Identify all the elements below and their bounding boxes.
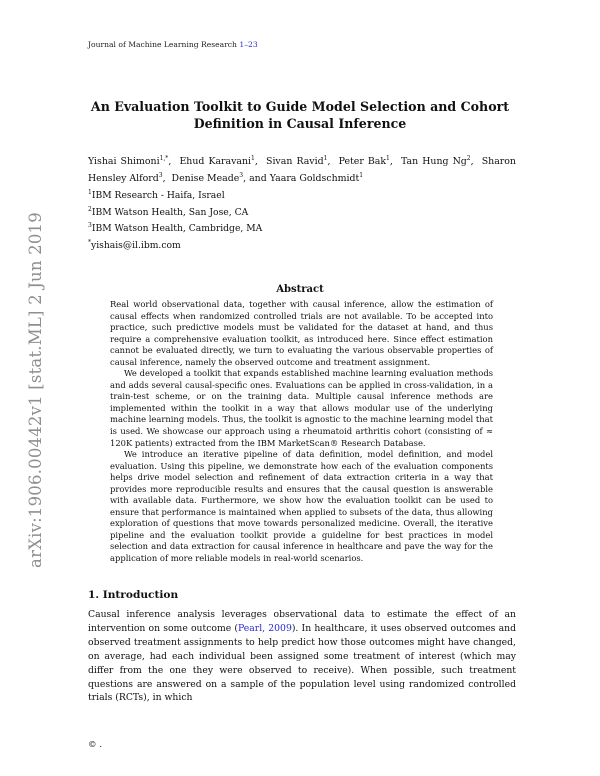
- author: Ehud Karavani$^1$: [179, 155, 255, 168]
- abstract-paragraph: We introduce an iterative pipeline of data definition, model definition, and model evaluation. Using this pipeline, we demonstrate how each of the evaluation components helps drive model selection and refinement of data extraction criteria in a way that provides more reproducible results and ensures that the causal question is answerable with available data. Furthermore, we show how the evaluation toolkit can be used to ensure that performance is maintained when applied to subsets of the data, thus allowing exploration of questions that move towards personalized medicine. Overall, the iterative pipeline and the evaluation toolkit provide a guideline for best practices in model selection and data extraction for causal inference in healthcare and pave the way for the application of more reliable models in real-world scenarios.: [110, 449, 493, 564]
- contact-email[interactable]: *yishais@il.ibm.com: [88, 238, 181, 252]
- author: Sharon Hensley Alford$^3$: [88, 156, 516, 185]
- author: Yishai Shimoni$^{1,*}$: [88, 155, 169, 168]
- citation-link[interactable]: Pearl, 2009: [238, 622, 292, 634]
- affiliation: $^2$IBM Watson Health, San Jose, CA: [88, 205, 249, 218]
- page-range-link[interactable]: 1–23: [239, 40, 258, 49]
- introduction-paragraph: Causal inference analysis leverages observational data to estimate the effect of an intervention on some outcome (Pearl, 2009). In healthcare, it uses observed outcomes and observed treatment assignments to help predict how those outcomes might have changed, on average, had each individual been assigned some treatment of interest (which may differ from the one they were observed to receive). When possible, such treatment questions are answered on a sample of the population level using randomized controlled trials (RCTs), in which: [88, 609, 516, 704]
- author: Yaara Goldschmidt$^1$: [269, 172, 364, 185]
- author: Peter Bak$^1$: [338, 155, 390, 168]
- author: Sivan Ravid$^1$: [266, 155, 328, 168]
- copyright-footer: © .: [88, 740, 103, 750]
- arxiv-stamp: arXiv:1906.00442v1 [stat.ML] 2 Jun 2019: [26, 212, 45, 568]
- journal-name: Journal of Machine Learning Research: [88, 40, 237, 49]
- affiliation: $^3$IBM Watson Health, Cambridge, MA: [88, 222, 263, 235]
- author-list: Yishai Shimoni$^{1,*}$, Ehud Karavani$^1$, Sivan Ravid$^1$, Peter Bak$^1$, Tan Hung Ng$^2$, Sharon Hensley Alford$^3$, Denise Meade$^3$, and Yaara Goldschmidt$^1$: [88, 155, 516, 185]
- paper-title: An Evaluation Toolkit to Guide Model Selection and Cohort Definition in Causal Inference: [90, 99, 510, 131]
- abstract-body: [110, 299, 493, 565]
- section-heading: 1. Introduction: [88, 589, 179, 601]
- author: Denise Meade$^3$: [171, 172, 244, 185]
- affiliations: [88, 186, 262, 253]
- abstract-heading: Abstract: [276, 284, 324, 295]
- abstract-paragraph: We developed a toolkit that expands established machine learning evaluation methods and adds several causal-specific ones. Evaluations can be applied in cross-validation, in a train-test scheme, or on the training data. Multiple causal inference methods are implemented within the toolkit in a way that allows modular use of the underlying machine learning models. Thus, the toolkit is agnostic to the machine learning model that is used. We showcase our approach using a rheumatoid arthritis cohort (consisting of ≈ 120K patients) extracted from the IBM MarketScan® Research Database.: [110, 368, 493, 448]
- abstract-paragraph: Real world observational data, together with causal inference, allow the estimation of causal effects when randomized controlled trials are not available. To be accepted into practice, such predictive models must be validated for the dataset at hand, and thus require a comprehensive evaluation toolkit, as introduced here. Since effect estimation cannot be evaluated directly, we turn to evaluating the various observable properties of causal inference, namely the observed outcome and treatment assignment.: [110, 299, 493, 367]
- author: Tan Hung Ng$^2$: [401, 155, 471, 168]
- journal-header: [88, 40, 258, 49]
- affiliation: $^1$IBM Research - Haifa, Israel: [88, 189, 225, 202]
